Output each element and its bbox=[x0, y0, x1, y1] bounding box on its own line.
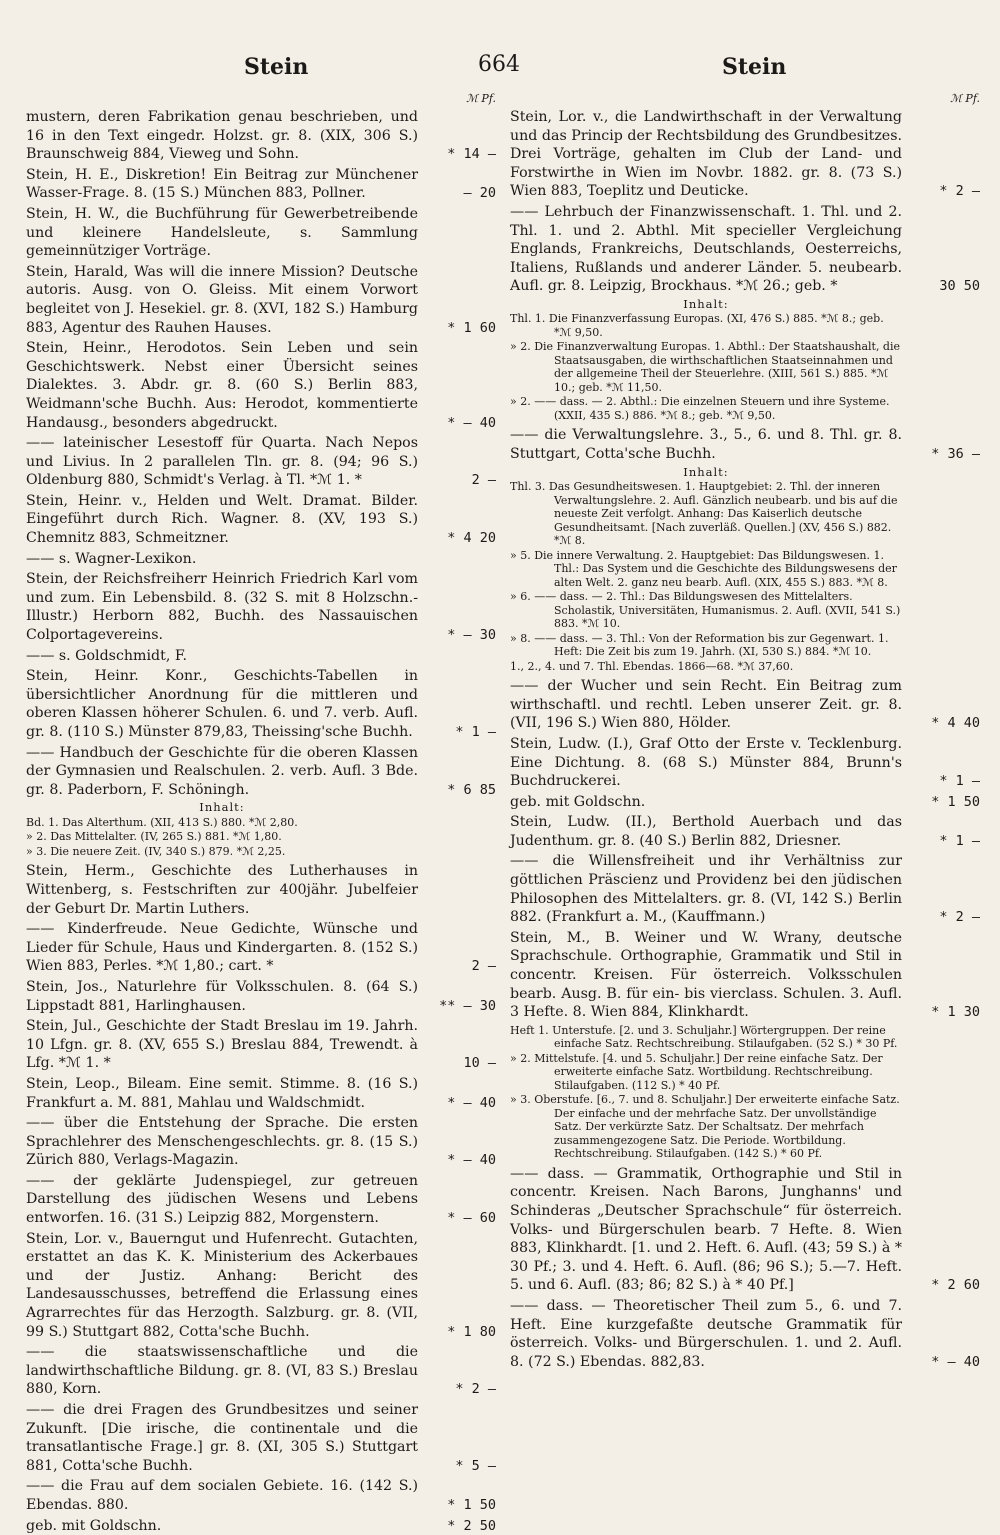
entry-text: —— dass. — Theoretischer Theil zum 5., 6. und 7. Heft. Eine kurzgefaßte deutsche Grammatik für österreich. Volks- und Bürgerschulen. 1. und 2. Aufl. 8. (72 S.) Ebendas. 882,83. bbox=[510, 1297, 902, 1370]
currency-header: ℳ Pf. bbox=[466, 92, 496, 105]
entry-price: * 2 — bbox=[455, 1381, 496, 1398]
bibliography-entry bbox=[26, 1230, 496, 1342]
entry-text: Stein, Lor. v., die Landwirthschaft in der Verwaltung und das Princip der Rechtsbildung des Grundbesitzes. Drei Vorträge, gehalten im Club der Land- und Forstwirthe in Wien im Novbr. 1882. gr. 8. (73 S.) Wien 883, Toeplitz und Deuticke. bbox=[510, 109, 902, 200]
bibliography-entry bbox=[510, 1165, 980, 1295]
right-entries-3 bbox=[510, 677, 980, 1022]
contents-title: Inhalt: bbox=[683, 296, 729, 311]
entry-price: ** — 30 bbox=[439, 997, 496, 1014]
entry-text: —— der geklärte Judenspiegel, zur getreuen Darstellung des jüdischen Wesens und Lebens entworfen. 16. (31 S.) Leipzig 882, Morgenstern. bbox=[26, 1172, 418, 1227]
left-entries-2 bbox=[26, 862, 496, 1535]
entry-text: Stein, der Reichsfreiherr Heinrich Friedrich Karl vom und zum. Ein Lebensbild. 8. (32 S. mit 8 Holzschn.-Illustr.) Herborn 882, Buchh. des Nassauischen Colportagevereins. bbox=[26, 571, 418, 644]
entry-price: * — 40 bbox=[447, 1094, 496, 1111]
contents-item: » 3. Oberstufe. [6., 7. und 8. Schuljahr.] Der erweiterte einfache Satz. Der einfache und der mehrfache Satz. Der unvollständige Satz. Der verkürzte Satz. Der Schaltsatz. Der mehrfach zusammengezogene Satz. Die Periode. Wortbildung. Rechtschreibung. Stilaufgaben. (142 S.) * 60 Pf. bbox=[510, 1093, 900, 1161]
entry-price: * 1 50 bbox=[931, 793, 980, 810]
entry-price: 30 50 bbox=[939, 278, 980, 295]
bibliography-entry bbox=[26, 492, 496, 548]
entry-price: * 6 85 bbox=[447, 781, 496, 798]
right-entries-2 bbox=[510, 426, 980, 463]
entry-text: —— die drei Fragen des Grundbesitzes und seiner Zukunft. [Die irische, die continentale und die transatlantische Frage.] gr. 8. (XI, 305 S.) Stuttgart 881, Cotta'sche Buchh. bbox=[26, 1402, 418, 1474]
bibliography-entry bbox=[510, 1297, 980, 1371]
page-header bbox=[0, 48, 1000, 88]
entry-price: * — 40 bbox=[447, 414, 496, 431]
entry-text: Stein, M., B. Weiner und W. Wrany, deutsche Sprachschule. Orthographie, Grammatik und Stil in concentr. Kreisen. Für österreich. Volksschulen bearb. Ausg. B. für ein- bis vierclass. Schulen. 3. Aufl. 3 Hefte. 8. Wien 884, Klinkhardt. bbox=[510, 929, 902, 1021]
bibliography-entry bbox=[510, 852, 980, 926]
bibliography-entry bbox=[26, 1017, 496, 1073]
entry-text: —— die staatswissenschaftliche und die landwirthschaftliche Bildung. gr. 8. (VI, 83 S.) Breslau 880, Korn. bbox=[26, 1344, 418, 1398]
bibliography-entry bbox=[510, 426, 980, 463]
entry-price: * 1 — bbox=[939, 773, 980, 790]
entry-price: * 1 50 bbox=[447, 1496, 496, 1513]
contents-item: » 8. —— dass. — 3. Thl.: Von der Reformation bis zur Gegenwart. 1. Heft: Die Zeit bis zum 19. Jahrh. (XI, 530 S.) 884. *ℳ 10. bbox=[510, 631, 889, 659]
entry-text: —— die Verwaltungslehre. 3., 5., 6. und 8. Thl. gr. 8. Stuttgart, Cotta'sche Buchh. bbox=[510, 427, 902, 463]
entry-text: —— Kinderfreude. Neue Gedichte, Wünsche und Lieder für Schule, Haus und Kindergarten. 8. (152 S.) Wien 883, Perles. *ℳ 1,80.; cart. * bbox=[26, 921, 418, 975]
contents-item: » 2. —— dass. — 2. Abthl.: Die einzelnen Steuern und ihre Systeme. (XXII, 435 S.) 886. *ℳ 8.; geb. *ℳ 9,50. bbox=[510, 395, 890, 422]
entry-text: Stein, H. E., Diskretion! Ein Beitrag zur Münchener Wasser-Frage. 8. (15 S.) München 883, Pollner. bbox=[26, 166, 418, 202]
entry-price: * 14 — bbox=[447, 146, 496, 163]
header-left-keyword: Stein bbox=[244, 54, 309, 80]
entry-price: * 5 — bbox=[455, 1457, 496, 1474]
right-contents-3 bbox=[510, 1024, 980, 1161]
entry-price: * 2 — bbox=[939, 909, 980, 926]
contents-item: » 2. Das Mittelalter. (IV, 265 S.) 881. *ℳ 1,80. bbox=[26, 830, 282, 844]
contents-item: » 5. Die innere Verwaltung. 2. Hauptgebiet: Das Bildungswesen. 1. Thl.: Das System und die Geschichte des Bildungswesens der alten Welt. 2. ganz neu bearb. Aufl. (XIX, 455 S.) 883. *ℳ 8. bbox=[510, 548, 897, 589]
entry-price: * — 40 bbox=[931, 1353, 980, 1370]
bibliography-entry bbox=[26, 667, 496, 741]
entry-text: Stein, Ludw. (I.), Graf Otto der Erste v. Tecklenburg. Eine Dichtung. 8. (68 S.) Münster 884, Brunn's Buchdruckerei. bbox=[510, 735, 902, 790]
page-number: 664 bbox=[478, 52, 520, 77]
left-column bbox=[26, 92, 496, 1534]
bibliography-entry bbox=[26, 1401, 496, 1475]
entry-text: Stein, Ludw. (II.), Berthold Auerbach und das Judenthum. gr. 8. (40 S.) Berlin 882, Driesner. bbox=[510, 814, 902, 849]
entry-text: Stein, Harald, Was will die innere Mission? Deutsche autoris. Ausg. von O. Gleiss. Mit einem Vorwort begleitet von J. Hesekiel. gr. 8. (XVI, 182 S.) Hamburg 883, Agentur des Rauhen Hauses. bbox=[26, 263, 418, 336]
entry-price: * — 60 bbox=[447, 1210, 496, 1227]
entry-text: geb. mit Goldschn. bbox=[510, 793, 646, 810]
contents-item: Bd. 1. Das Alterthum. (XII, 413 S.) 880. *ℳ 2,80. bbox=[26, 815, 298, 829]
entry-price: * 1 30 bbox=[931, 1004, 980, 1021]
bibliography-entry bbox=[510, 677, 980, 733]
entry-price: * 36 — bbox=[931, 446, 980, 463]
bibliography-entry bbox=[26, 920, 496, 976]
right-entries-4 bbox=[510, 1165, 980, 1372]
contents-item: Thl. 3. Das Gesundheitswesen. 1. Hauptgebiet: 2. Thl. der inneren Verwaltungslehre. 2. Aufl. Gänzlich neubearb. und bis auf die neueste Zeit verfolgt. Anhang: Das Kaiserlich deutsche Gesundheitsamt. [Nach zuverläß. Quellen.] (XV, 456 S.) 882. *ℳ 8. bbox=[510, 480, 898, 548]
entry-text: Stein, Herm., Geschichte des Lutherhauses in Wittenberg, s. Festschriften zur 400jähr. Jubelfeier der Geburt Dr. Martin Luthers. bbox=[26, 863, 418, 917]
entry-text: Stein, Jos., Naturlehre für Volksschulen. 8. (64 S.) Lippstadt 881, Harlinghausen. bbox=[26, 978, 418, 1014]
right-column bbox=[510, 92, 980, 1370]
entry-text: Stein, Lor. v., Bauerngut und Hufenrecht. Gutachten, erstattet an das K. K. Ministerium des Ackerbaues und der Justiz. Anhang: Bericht des Landesausschusses, betreffend die Erlassung eines Agrarrechtes für das Herzogth. Salzburg. gr. 8. (VII, 99 S.) Stuttgart 882, Cotta'sche Buchh. bbox=[26, 1230, 418, 1340]
bibliography-entry bbox=[26, 205, 496, 261]
bibliography-entry bbox=[26, 1114, 496, 1170]
bibliography-entry bbox=[26, 166, 496, 203]
bibliography-entry bbox=[26, 1517, 496, 1535]
contents-title: Inhalt: bbox=[683, 464, 729, 479]
contents-item: » 6. —— dass. — 2. Thl.: Das Bildungswesen des Mittelalters. Scholastik, Universitäten, Humanismus. 2. Aufl. (XVII, 541 S.) 883. *ℳ 10. bbox=[510, 590, 901, 631]
contents-item: » 2. Mittelstufe. [4. und 5. Schuljahr.] Der reine einfache Satz. Der erweiterte einfache Satz. Wortbildung. Rechtschreibung. Stilaufgaben. (112 S.) * 40 Pf. bbox=[510, 1051, 883, 1092]
entry-price: * 2 — bbox=[939, 183, 980, 200]
bibliography-entry bbox=[26, 862, 496, 918]
entry-price: * 1 80 bbox=[447, 1323, 496, 1340]
entry-text: mustern, deren Fabrikation genau beschrieben, und 16 in den Text eingedr. Holzst. gr. 8. (XIX, 306 S.) Braunschweig 884, Vieweg und Sohn. bbox=[26, 109, 418, 163]
right-entries bbox=[510, 108, 980, 296]
entry-text: —— lateinischer Lesestoff für Quarta. Nach Nepos und Livius. In 2 parallelen Tln. gr. 8. (94; 96 S.) Oldenburg 880, Schmidt's Verlag. à Tl. *ℳ 1. * bbox=[26, 435, 418, 489]
contents-item: Heft 1. Unterstufe. [2. und 3. Schuljahr.] Wörtergruppen. Der reine einfache Satz. Rechtschreibung. Stilaufgaben. (52 S.) * 30 Pf. bbox=[510, 1023, 898, 1051]
entry-price: * 1 — bbox=[455, 724, 496, 740]
bibliography-entry bbox=[510, 929, 980, 1022]
entry-text: Stein, Jul., Geschichte der Stadt Breslau im 19. Jahrh. 10 Lfgn. gr. 8. (XV, 655 S.) Breslau 884, Trewendt. à Lfg. *ℳ 1. * bbox=[26, 1018, 418, 1072]
entry-text: —— die Willensfreiheit und ihr Verhältniss zur göttlichen Präscienz und Providenz bei den jüdischen Philosophen des Mittelalters. gr. 8. (VI, 142 S.) Berlin 882. (Frankfurt a. M., (Kauffmann.) bbox=[510, 853, 902, 926]
right-contents-1 bbox=[510, 298, 980, 423]
left-entries bbox=[26, 108, 496, 799]
bibliography-entry bbox=[26, 263, 496, 337]
currency-header-right: ℳ Pf. bbox=[950, 92, 980, 105]
entry-text: Stein, Heinr. Konr., Geschichts-Tabellen in übersichtlicher Anordnung für die mittleren und oberen Klassen höherer Schulen. 6. und 7. verb. Aufl. gr. 8. (110 S.) Münster 879,83, Theissing'sche Buchh. bbox=[26, 668, 418, 740]
bibliography-entry bbox=[510, 735, 980, 791]
contents-title: Inhalt: bbox=[199, 800, 245, 815]
contents-item: Thl. 1. Die Finanzverfassung Europas. (XI, 476 S.) 885. *ℳ 8.; geb. *ℳ 9,50. bbox=[510, 312, 884, 339]
bibliography-entry bbox=[26, 978, 496, 1015]
entry-text: Stein, Heinr. v., Helden und Welt. Dramat. Bilder. Eingeführt durch Rich. Wagner. 8. (XV, 193 S.) Chemnitz 883, Schmeitzner. bbox=[26, 492, 418, 547]
entry-price: 2 — bbox=[471, 472, 496, 489]
bibliography-entry bbox=[26, 744, 496, 800]
entry-text: Stein, Heinr., Herodotos. Sein Leben und sein Geschichtswerk. Nebst einer Übersicht seines Dialektes. 3. Abdr. gr. 8. (60 S.) Berlin 883, Weidmann'sche Buchh. Aus: Herodot, kommentierte Handausg., besonders abgedruckt. bbox=[26, 340, 418, 431]
entry-text: —— der Wucher und sein Recht. Ein Beitrag zum wirthschaftl. und rechtl. Leben unserer Zeit. gr. 8. (VII, 196 S.) Wien 880, Hölder. bbox=[510, 678, 902, 732]
entry-text: —— über die Entstehung der Sprache. Die ersten Sprachlehrer des Menschengeschlechts. gr. 8. (15 S.) Zürich 880, Verlags-Magazin. bbox=[26, 1115, 418, 1169]
entry-text: —— die Frau auf dem socialen Gebiete. 16. (142 S.) Ebendas. 880. bbox=[26, 1478, 418, 1513]
entry-text: geb. mit Goldschn. bbox=[26, 1517, 162, 1534]
bibliography-entry bbox=[26, 570, 496, 644]
bibliography-entry bbox=[26, 1075, 496, 1112]
entry-price: * 2 50 bbox=[447, 1517, 496, 1534]
entry-price: * 4 20 bbox=[447, 530, 496, 547]
right-contents-2 bbox=[510, 466, 980, 674]
bibliography-entry bbox=[26, 339, 496, 432]
bibliography-entry bbox=[510, 203, 980, 296]
entry-text: —— Lehrbuch der Finanzwissenschaft. 1. Thl. und 2. Thl. 1. und 2. Abthl. Mit specieller Vergleichung Englands, Frankreichs, Deutschlands, Oesterreichs, Italiens, Rußlands und anderer Länder. 5. neubearb. Aufl. gr. 8. Leipzig, Brockhaus. *ℳ 26.; geb. * bbox=[510, 203, 902, 295]
entry-price: 2 — bbox=[471, 958, 496, 975]
bibliography-entry bbox=[26, 1172, 496, 1228]
bibliography-entry bbox=[26, 1343, 496, 1399]
entry-price: 10 — bbox=[463, 1055, 496, 1072]
entry-text: Stein, H. W., die Buchführung für Gewerbetreibende und kleinere Handelsleute, s. Sammlung gemeinnütziger Vorträge. bbox=[26, 205, 418, 260]
bibliography-entry bbox=[510, 108, 980, 201]
left-contents bbox=[26, 801, 496, 858]
header-right-keyword: Stein bbox=[722, 54, 787, 80]
contents-item: » 3. Die neuere Zeit. (IV, 340 S.) 879. *ℳ 2,25. bbox=[26, 844, 286, 858]
entry-price: * 1 60 bbox=[447, 319, 496, 336]
bibliography-entry bbox=[510, 813, 980, 850]
contents-item: 1., 2., 4. und 7. Thl. Ebendas. 1866—68. *ℳ 37,60. bbox=[510, 659, 794, 673]
entry-price: * — 30 bbox=[447, 627, 496, 644]
entry-text: Stein, Leop., Bileam. Eine semit. Stimme. 8. (16 S.) Frankfurt a. M. 881, Mahlau und Waldschmidt. bbox=[26, 1075, 418, 1111]
bibliography-entry bbox=[26, 108, 496, 164]
entry-price: * 4 40 bbox=[931, 715, 980, 732]
entry-text: —— Handbuch der Geschichte für die oberen Klassen der Gymnasien und Realschulen. 2. verb. Aufl. 3 Bde. gr. 8. Paderborn, F. Schöningh. bbox=[26, 744, 418, 798]
bibliography-entry bbox=[26, 550, 496, 569]
bibliography-entry bbox=[26, 434, 496, 490]
entry-text: —— dass. — Grammatik, Orthographie und Stil in concentr. Kreisen. Nach Barons, Junghanns' und Schinderas „Deutscher Sprachschule“ für österreich. Volks- und Bürgerschulen bearb. 7 Hefte. 8. Wien 883, Klinkhardt. [1. und 2. Heft. 6. Aufl. (43; 59 S.) à * 30 Pf.; 3. und 4. Heft. 6. Aufl. (86; 96 S.); 5.—7. Heft. 5. und 6. Aufl. (83; 86; 82 S.) à * 40 Pf.] bbox=[510, 1165, 902, 1294]
entry-price: — 20 bbox=[463, 185, 496, 202]
bibliography-entry bbox=[26, 1477, 496, 1514]
bibliography-entry bbox=[26, 647, 496, 666]
entry-price: * — 40 bbox=[447, 1152, 496, 1169]
bibliography-entry bbox=[510, 793, 980, 812]
contents-item: » 2. Die Finanzverwaltung Europas. 1. Abthl.: Der Staatshaushalt, die Staatsausgaben, die wirthschaftlichen Staatseinnahmen und der allgemeine Theil der Steuerlehre. (XIII, 561 S.) 885. *ℳ 10.; geb. *ℳ 11,50. bbox=[510, 340, 901, 394]
entry-text: —— s. Wagner-Lexikon. bbox=[26, 550, 197, 567]
entry-price: * 1 — bbox=[939, 832, 980, 849]
entry-price: * 2 60 bbox=[931, 1277, 980, 1294]
entry-text: —— s. Goldschmidt, F. bbox=[26, 647, 187, 664]
